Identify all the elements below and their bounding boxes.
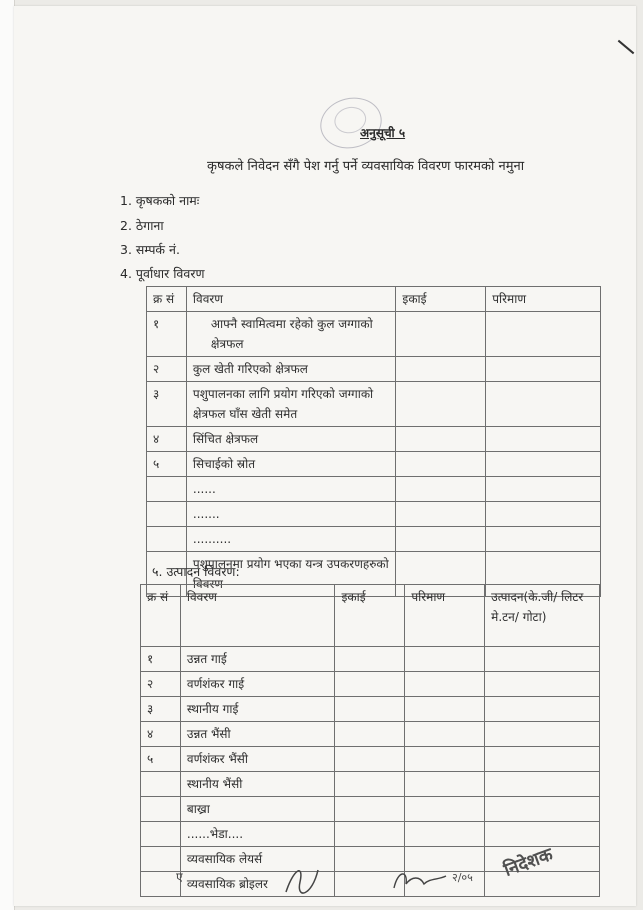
cell-production xyxy=(485,872,600,897)
cell-sn xyxy=(147,527,187,552)
cell-quantity xyxy=(405,672,485,697)
footer-mark: ए xyxy=(176,870,183,884)
cell-production xyxy=(485,822,600,847)
col-quantity: परिमाण xyxy=(405,585,485,647)
cell-description: आफ्नै स्वामित्वमा रहेको कुल जग्गाको क्षेत्रफल xyxy=(186,312,396,357)
cell-description: ......भेडा.... xyxy=(180,822,335,847)
cell-description: ....... xyxy=(186,502,396,527)
cell-unit xyxy=(335,647,405,672)
cell-description: स्थानीय गाई xyxy=(180,697,335,722)
table-row xyxy=(141,797,600,822)
cell-production xyxy=(485,697,600,722)
item-contact: 3. सम्पर्क नं. xyxy=(120,242,180,257)
cell-sn xyxy=(141,797,181,822)
item-infrastructure: 4. पूर्वाधार विवरण xyxy=(120,266,205,281)
table-row xyxy=(141,672,600,697)
cell-quantity xyxy=(405,822,485,847)
cell-quantity xyxy=(405,747,485,772)
cell-unit xyxy=(396,527,486,552)
cell-description: उन्नत गाई xyxy=(180,647,335,672)
table-row xyxy=(141,822,600,847)
table-row xyxy=(141,697,600,722)
cell-production xyxy=(485,722,600,747)
table-row xyxy=(147,382,601,427)
cell-production xyxy=(485,647,600,672)
item-farmer-name: 1. कृषकको नामः xyxy=(120,193,200,208)
corner-mark xyxy=(618,40,635,54)
cell-description: वर्णशंकर भैंसी xyxy=(180,747,335,772)
cell-sn: ५ xyxy=(147,452,187,477)
signature-date: २/०५ xyxy=(452,871,473,884)
cell-unit xyxy=(396,502,486,527)
col-quantity: परिमाण xyxy=(486,287,601,312)
section-production-label: ५. उत्पादन विवरण: xyxy=(152,564,240,579)
signature-icon xyxy=(282,862,322,898)
table-row xyxy=(147,357,601,382)
cell-quantity xyxy=(405,797,485,822)
signature-icon xyxy=(390,866,450,896)
infrastructure-table xyxy=(146,286,601,597)
col-unit: इकाई xyxy=(335,585,405,647)
cell-unit xyxy=(335,772,405,797)
cell-sn xyxy=(141,847,181,872)
cell-sn: ४ xyxy=(147,427,187,452)
cell-sn: ४ xyxy=(141,722,181,747)
cell-production xyxy=(485,772,600,797)
cell-quantity xyxy=(405,647,485,672)
cell-description: सिंचित क्षेत्रफल xyxy=(186,427,396,452)
cell-unit xyxy=(396,427,486,452)
cell-quantity xyxy=(486,452,601,477)
item-address: 2. ठेगाना xyxy=(120,218,164,233)
cell-sn xyxy=(141,822,181,847)
cell-unit xyxy=(335,822,405,847)
table-row xyxy=(147,527,601,552)
cell-description: .......... xyxy=(186,527,396,552)
cell-sn: २ xyxy=(141,672,181,697)
director-stamp: निदेशक xyxy=(501,844,556,881)
cell-unit xyxy=(335,697,405,722)
cell-description: कुल खेती गरिएको क्षेत्रफल xyxy=(186,357,396,382)
table-header-row xyxy=(147,287,601,312)
cell-unit xyxy=(396,382,486,427)
cell-description: व्यवसायिक लेयर्स xyxy=(180,847,335,872)
table-row xyxy=(141,772,600,797)
cell-unit xyxy=(396,312,486,357)
cell-sn: ५ xyxy=(141,747,181,772)
cell-sn xyxy=(141,872,181,897)
cell-sn xyxy=(141,772,181,797)
cell-quantity xyxy=(486,502,601,527)
table-row xyxy=(147,312,601,357)
cell-sn: १ xyxy=(141,647,181,672)
cell-quantity xyxy=(486,427,601,452)
cell-quantity xyxy=(405,772,485,797)
cell-quantity xyxy=(405,722,485,747)
form-title: कृषकले निवेदन सँगै पेश गर्नु पर्ने व्यवसायिक विवरण फारमको नमुना xyxy=(207,159,525,174)
cell-description: पशुपालनमा प्रयोग भएका यन्त्र उपकरणहरुको विवरण xyxy=(186,552,396,597)
cell-description: सिचाईको स्रोत xyxy=(186,452,396,477)
cell-quantity xyxy=(486,382,601,427)
cell-unit xyxy=(396,452,486,477)
cell-unit xyxy=(335,722,405,747)
cell-production xyxy=(485,747,600,772)
page-edge xyxy=(0,0,15,910)
cell-sn xyxy=(147,502,187,527)
cell-description: स्थानीय भैंसी xyxy=(180,772,335,797)
cell-unit xyxy=(396,357,486,382)
col-description: विवरण xyxy=(180,585,335,647)
table-row xyxy=(141,872,600,897)
table-row xyxy=(141,747,600,772)
cell-unit xyxy=(335,797,405,822)
table-row xyxy=(141,722,600,747)
col-unit: इकाई xyxy=(396,287,486,312)
cell-quantity xyxy=(486,312,601,357)
col-production: उत्पादन(के.जी/ लिटर मे.टन/ गोटा) xyxy=(485,585,600,647)
table-row xyxy=(141,647,600,672)
cell-quantity xyxy=(486,357,601,382)
cell-description: व्यवसायिक ब्रोइलर xyxy=(180,872,335,897)
cell-sn: २ xyxy=(147,357,187,382)
col-sn: क्र सं xyxy=(141,585,181,647)
cell-production xyxy=(485,797,600,822)
cell-production xyxy=(485,672,600,697)
cell-description: वर्णशंकर गाई xyxy=(180,672,335,697)
table-row xyxy=(147,452,601,477)
cell-sn xyxy=(147,477,187,502)
cell-description: ...... xyxy=(186,477,396,502)
cell-sn: १ xyxy=(147,312,187,357)
cell-unit xyxy=(335,672,405,697)
cell-quantity xyxy=(486,527,601,552)
cell-description: पशुपालनका लागि प्रयोग गरिएको जग्गाको क्षेत्रफल घाँस खेती समेत xyxy=(186,382,396,427)
table-header-row xyxy=(141,585,600,647)
cell-description: बाख्रा xyxy=(180,797,335,822)
cell-unit xyxy=(335,747,405,772)
table-row xyxy=(147,477,601,502)
col-description: विवरण xyxy=(186,287,396,312)
cell-quantity xyxy=(405,697,485,722)
cell-quantity xyxy=(486,477,601,502)
table-row xyxy=(147,502,601,527)
col-sn: क्र सं xyxy=(147,287,187,312)
cell-sn: ३ xyxy=(141,697,181,722)
cell-description: उन्नत भैंसी xyxy=(180,722,335,747)
cell-unit xyxy=(396,477,486,502)
cell-sn: ३ xyxy=(147,382,187,427)
annex-heading: अनुसूची ५ xyxy=(360,126,406,140)
table-row xyxy=(147,427,601,452)
